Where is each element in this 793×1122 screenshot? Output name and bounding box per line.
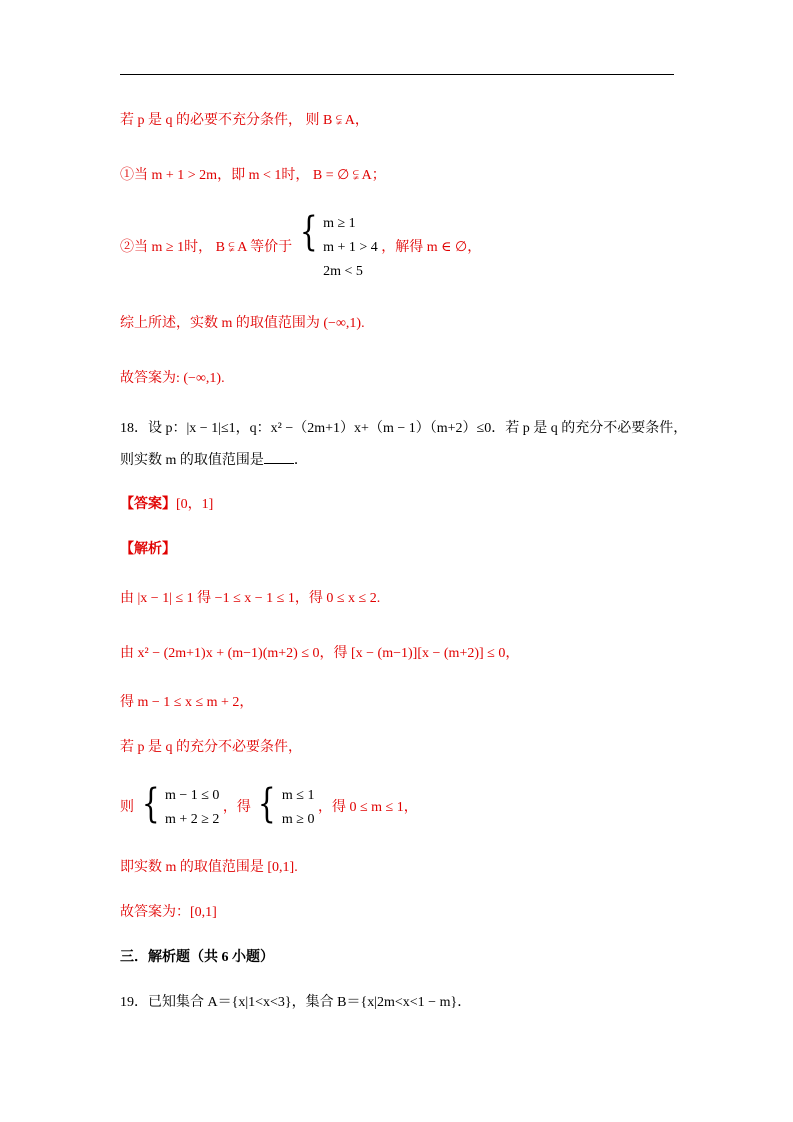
left-brace-icon: { xyxy=(141,781,160,827)
answer-blank xyxy=(264,451,294,464)
text-line-1: 若 p 是 q 的必要不充分条件， 则 B ⫋ A， xyxy=(120,113,369,128)
answer-value: [0，1] xyxy=(176,497,214,512)
analysis-line-2: 由 x² − (2m+1)x + (m−1)(m+2) ≤ 0，得 [x − (m−1)][x − (m+2)] ≤ 0， xyxy=(120,646,520,661)
analysis-line-5 xyxy=(120,781,418,832)
system-2 xyxy=(254,781,315,832)
answer-label: 【答案】 xyxy=(120,497,176,512)
left-brace-icon: { xyxy=(258,781,277,827)
question-19: 19．已知集合 A＝{x|1<x<3}，集合 B＝{x|2m<x<1 − m}． xyxy=(120,995,472,1010)
analysis-5-prefix: 则 xyxy=(120,800,134,815)
text-line-4: 综上所述，实数 m 的取值范围为 (−∞,1). xyxy=(120,316,365,331)
text-line-2: ①当 m + 1 > 2m，即 m < 1时， B = ∅ ⫋ A； xyxy=(120,168,386,183)
system-1 xyxy=(138,781,220,832)
answer-line xyxy=(120,496,213,514)
question-18-prompt: 则实数 m 的取值范围是 xyxy=(120,453,264,468)
text-line-5: 故答案为: (−∞,1). xyxy=(120,371,225,386)
question-18-line-2 xyxy=(120,451,308,470)
left-brace-icon: { xyxy=(299,209,318,255)
text-line-3 xyxy=(120,209,482,284)
analysis-line-1: 由 |x − 1| ≤ 1 得 −1 ≤ x − 1 ≤ 1，得 0 ≤ x ≤ 2. xyxy=(120,591,381,606)
section-3-heading: 三．解析题（共 6 小题） xyxy=(120,950,274,965)
system-row: 2m < 5 xyxy=(323,264,363,279)
analysis-5-mid: ，得 xyxy=(222,800,251,815)
case2-system xyxy=(296,209,378,284)
system-row: m ≥ 0 xyxy=(281,812,315,827)
analysis-line-6: 即实数 m 的取值范围是 [0,1]. xyxy=(120,860,298,875)
analysis-line-3: 得 m − 1 ≤ x ≤ m + 2， xyxy=(120,695,254,710)
analysis-line-4: 若 p 是 q 的充分不必要条件， xyxy=(120,740,302,755)
analysis-5-suffix: ，得 0 ≤ m ≤ 1， xyxy=(317,800,418,815)
system-row: m + 2 ≥ 2 xyxy=(164,812,220,827)
question-18-line-1: 18．设 p：|x − 1|≤1，q：x² −（2m+1）x+（m − 1）（m+2）≤0．若 p 是 q 的充分不必要条件， xyxy=(120,421,688,436)
analysis-line-7: 故答案为：[0,1] xyxy=(120,905,217,920)
analysis-label: 【解析】 xyxy=(120,542,176,557)
system-row: m − 1 ≤ 0 xyxy=(164,788,220,803)
case2-suffix: ，解得 m ∈ ∅， xyxy=(381,240,482,255)
system-row: m ≤ 1 xyxy=(281,788,315,803)
system-row: m ≥ 1 xyxy=(323,216,356,231)
case2-prefix: ②当 m ≥ 1时， B ⫋ A 等价于 xyxy=(120,240,293,255)
question-18-end: ． xyxy=(293,453,308,468)
header-rule xyxy=(120,74,674,75)
system-row: m + 1 > 4 xyxy=(323,240,378,255)
